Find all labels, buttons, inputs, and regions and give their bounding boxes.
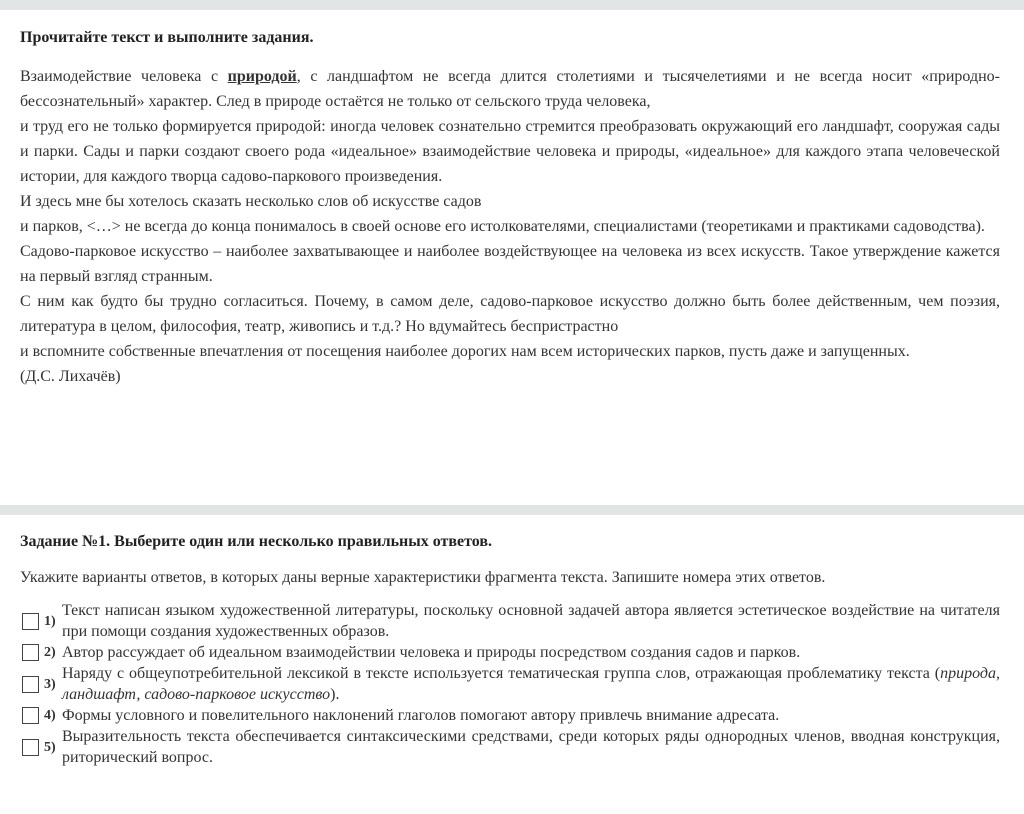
passage-paragraph: и парков, <…> не всегда до конца понималось в своей основе его истолкователями, специалистами (теоретиками и практиками садоводства). (20, 218, 985, 235)
option-text: Автор рассуждает об идеальном взаимодействии человека и природы посредством создания садов и парков. (62, 644, 801, 661)
answer-checkbox-1[interactable] (22, 613, 39, 630)
answer-option-3 (20, 663, 1000, 705)
answer-option-1 (20, 600, 1000, 642)
option-text: Выразительность текста обеспечивается синтаксическими средствами, среди которых ряды однородных членов, вводная конструкция, риторический вопрос. (62, 728, 1000, 766)
answer-option-4 (20, 705, 1000, 726)
answer-options (20, 600, 1000, 768)
option-text-suffix: ). (330, 686, 340, 703)
page-title: Прочитайте текст и выполните задания. (20, 29, 314, 46)
answer-checkbox-5[interactable] (22, 739, 39, 756)
option-number: 3) (44, 676, 56, 692)
option-text-examples: природа, ландшафт, садово-парковое искусство (62, 665, 1000, 703)
passage-paragraph: С ним как будто бы трудно согласиться. Почему, в самом деле, садово-парковое искусство должно быть более действенным, чем поэзия, литература в целом, философия, театр, живопись и т.д.? Но вдумайтесь беспристрастно (20, 293, 1000, 335)
option-text: Текст написан языком художественной литературы, поскольку основной задачей автора является эстетическое воздействие на читателя при помощи создания художественных образов. (62, 602, 1000, 640)
passage-paragraph (20, 64, 1000, 114)
top-divider (0, 0, 1024, 10)
answer-checkbox-2[interactable] (22, 644, 39, 661)
answer-checkbox-3[interactable] (22, 676, 39, 693)
passage-paragraph: и труд его не только формируется природой: иногда человек сознательно стремится преобразовать окружающий его ландшафт, сооружая сады и парки. Сады и парки создают своего рода «идеальное» взаимодействие человека и природы, «идеальное» для каждого этапа человеческой истории, для каждого творца садово-паркового произведения. (20, 118, 1000, 185)
passage-paragraph: Садово-парковое искусство – наиболее захватывающее и наиболее воздействующее на человека из всех искусств. Такое утверждение кажется на первый взгляд странным. (20, 243, 1000, 285)
passage-text: Взаимодействие человека с (20, 68, 228, 85)
passage-author: (Д.С. Лихачёв) (20, 368, 121, 385)
keyword-link[interactable]: природой (227, 68, 297, 85)
option-number: 2) (44, 645, 56, 660)
answer-checkbox-4[interactable] (22, 707, 39, 724)
option-number: 1) (44, 613, 56, 629)
option-text-main: Наряду с общеупотребительной лексикой в тексте используется тематическая группа слов, отражающая проблематику текста ( (62, 665, 941, 682)
option-text: Формы условного и повелительного наклонений глаголов помогают автору привлечь внимание адресата. (62, 707, 780, 724)
passage-paragraph: И здесь мне бы хотелось сказать несколько слов об искусстве садов (20, 193, 482, 210)
section-divider (0, 505, 1024, 515)
task-title: Задание №1. Выберите один или несколько правильных ответов. (20, 533, 493, 550)
option-number: 4) (44, 708, 56, 723)
reading-passage (20, 64, 1000, 389)
answer-option-5 (20, 726, 1000, 768)
passage-text: , с ландшафтом не всегда длится столетиями и тысячелетиями и не всегда носит «природно-бессознательный» характер. След в природе остаётся не только от сельского труда человека, (20, 68, 1000, 110)
answer-option-2 (20, 642, 1000, 663)
option-text (62, 663, 1000, 705)
task-instruction: Укажите варианты ответов, в которых даны верные характеристики фрагмента текста. Запишите номера этих ответов. (20, 569, 826, 586)
option-number: 5) (44, 739, 56, 755)
passage-paragraph: и вспомните собственные впечатления от посещения наиболее дорогих нам всем исторических парков, пусть даже и запущенных. (20, 343, 910, 360)
